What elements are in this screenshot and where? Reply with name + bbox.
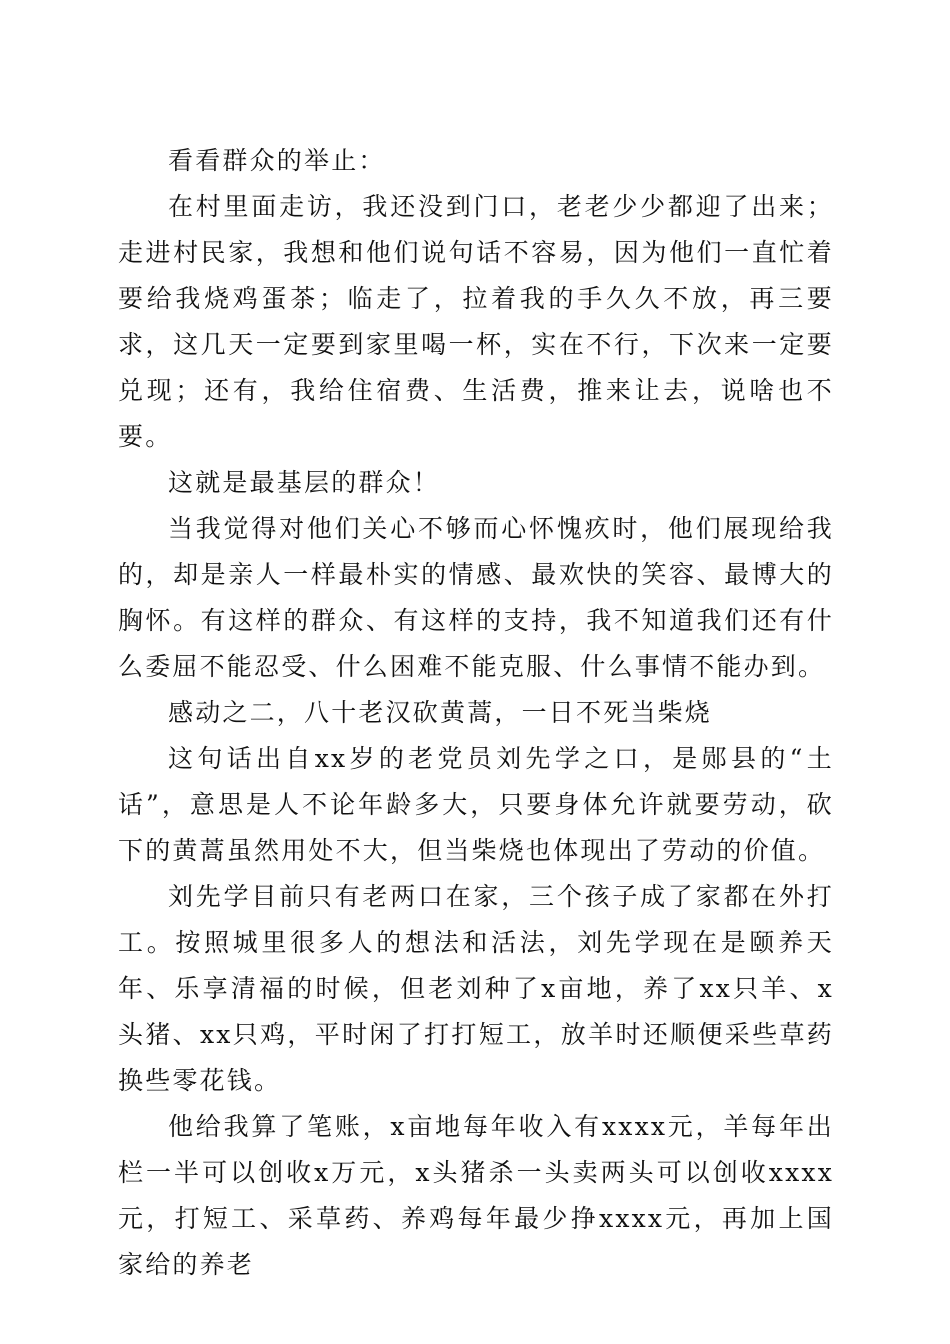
paragraph-2: 在村里面走访，我还没到门口，老老少少都迎了出来；走进村民家，我想和他们说句话不容易，因为他们一直忙着要给我烧鸡蛋茶；临走了，拉着我的手久久不放，再三要求，这几天一定要到家里喝一杯，实在不行，下次来一定要兑现；还有，我给住宿费、生活费，推来让去，说啥也不要。 xyxy=(118,192,834,451)
document-body xyxy=(118,138,834,1288)
paragraph-1: 看看群众的举止： xyxy=(168,146,386,175)
section-heading: 感动之二，八十老汉砍黄蒿，一日不死当柴烧 xyxy=(168,698,713,727)
paragraph-7: 刘先学目前只有老两口在家，三个孩子成了家都在外打工。按照城里很多人的想法和活法，刘先学现在是颐养天年、乐享清福的时候，但老刘种了x亩地，养了xx只羊、x头猪、xx只鸡，平时闲了打打短工，放羊时还顺便采些草药换些零花钱。 xyxy=(118,882,834,1095)
paragraph-8: 他给我算了笔账，x亩地每年收入有xxxx元，羊每年出栏一半可以创收x万元，x头猪杀一头卖两头可以创收xxxx元，打短工、采草药、养鸡每年最少挣xxxx元，再加上国家给的养老 xyxy=(118,1112,834,1279)
paragraph-3: 这就是最基层的群众！ xyxy=(168,468,441,497)
paragraph-6: 这句话出自xx岁的老党员刘先学之口，是郧县的“土话”，意思是人不论年龄多大，只要身体允许就要劳动，砍下的黄蒿虽然用处不大，但当柴烧也体现出了劳动的价值。 xyxy=(118,744,834,865)
paragraph-4: 当我觉得对他们关心不够而心怀愧疚时，他们展现给我的，却是亲人一样最朴实的情感、最欢快的笑容、最博大的胸怀。有这样的群众、有这样的支持，我不知道我们还有什么委屈不能忍受、什么困难不能克服、什么事情不能办到。 xyxy=(118,514,834,681)
